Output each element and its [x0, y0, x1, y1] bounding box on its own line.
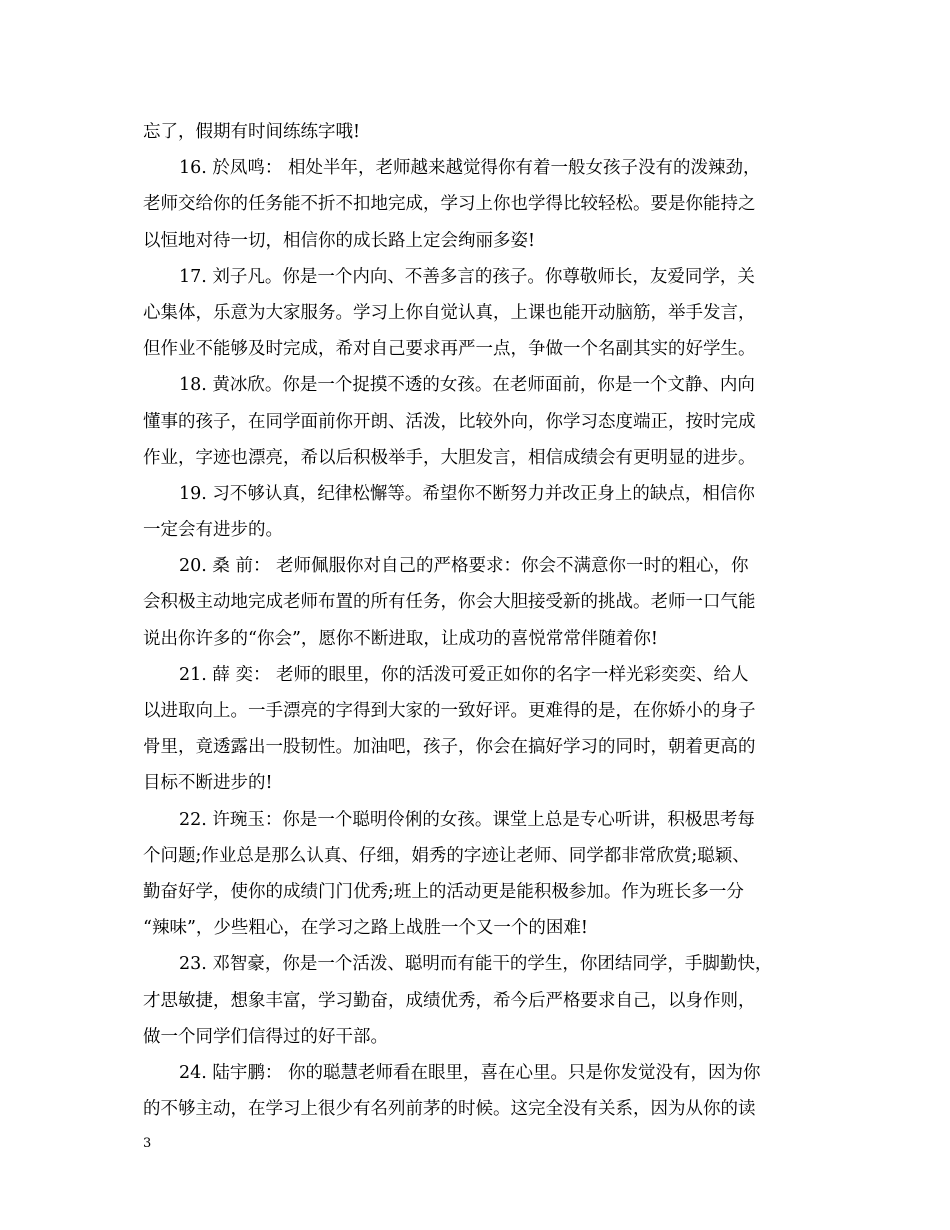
- text-line: 22. 许琬玉：你是一个聪明伶俐的女孩。课堂上总是专心听讲，积极思考每: [179, 809, 755, 830]
- text-line: 18. 黄冰欣。你是一个捉摸不透的女孩。在老师面前，你是一个文静、内向: [179, 375, 755, 396]
- text-line: 23. 邓智豪，你是一个活泼、聪明而有能干的学生，你团结同学，手脚勤快，: [179, 954, 773, 975]
- text-line: 个问题;作业总是那么认真、仔细，娟秀的字迹让老师、同学都非常欣赏;聪颖、: [143, 845, 750, 866]
- text-line: 老师交给你的任务能不折不扣地完成，学习上你也学得比较轻松。要是你能持之: [143, 194, 756, 215]
- text-line: 21. 薛 奕： 老师的眼里，你的活泼可爱正如你的名字一样光彩奕奕、给人: [179, 664, 749, 685]
- text-line: 24. 陆宇鹏： 你的聪慧老师看在眼里，喜在心里。只是你发觉没有，因为你: [179, 1062, 761, 1083]
- text-line: 心集体，乐意为大家服务。学习上你自觉认真，上课也能开动脑筋，举手发言，: [143, 302, 756, 323]
- text-line: 目标不断进步的!: [143, 773, 273, 794]
- text-line: 17. 刘子凡。你是一个内向、不善多言的孩子。你尊敬师长，友爱同学，关: [179, 266, 755, 287]
- text-line: 作业，字迹也漂亮，希以后积极举手，大胆发言，相信成绩会有更明显的进步。: [143, 447, 756, 468]
- text-line: 骨里，竟透露出一股韧性。加油吧，孩子，你会在搞好学习的同时，朝着更高的: [143, 737, 756, 758]
- text-line: 做一个同学们信得过的好干部。: [143, 1026, 388, 1047]
- text-line: 的不够主动，在学习上很少有名列前茅的时候。这完全没有关系，因为从你的读: [143, 1099, 756, 1120]
- text-line: 勤奋好学，使你的成绩门门优秀;班上的活动更是能积极参加。作为班长多一分: [143, 881, 744, 902]
- text-line: “辣味”，少些粗心，在学习之路上战胜一个又一个的困难!: [143, 918, 588, 939]
- text-line: 以恒地对待一切，相信你的成长路上定会绚丽多姿!: [143, 230, 536, 251]
- text-line: 20. 桑 前： 老师佩服你对自己的严格要求：你会不满意你一时的粗心，你: [179, 556, 749, 577]
- page-number: 3: [143, 1136, 152, 1151]
- text-line: 说出你许多的“你会”，愿你不断进取，让成功的喜悦常常伴随着你!: [143, 628, 658, 649]
- text-line: 懂事的孩子，在同学面前你开朗、活泼，比较外向，你学习态度端正，按时完成: [143, 411, 756, 432]
- text-line: 会积极主动地完成老师布置的所有任务，你会大胆接受新的挑战。老师一口气能: [143, 592, 756, 613]
- document-body: [143, 114, 823, 1127]
- text-line: 才思敏捷，想象丰富，学习勤奋，成绩优秀，希今后严格要求自己，以身作则，: [143, 990, 756, 1011]
- text-line: 但作业不能够及时完成，希对自己要求再严一点，争做一个名副其实的好学生。: [143, 339, 756, 360]
- text-line: 一定会有进步的。: [143, 520, 283, 541]
- text-line: 19. 习不够认真，纪律松懈等。希望你不断努力并改正身上的缺点，相信你: [179, 483, 755, 504]
- text-line: 忘了，假期有时间练练字哦!: [143, 122, 361, 142]
- text-line: 16. 於凤鸣： 相处半年，老师越来越觉得你有着一般女孩子没有的泼辣劲，: [179, 158, 761, 179]
- text-line: 以进取向上。一手漂亮的字得到大家的一致好评。更难得的是，在你娇小的身子: [143, 701, 756, 721]
